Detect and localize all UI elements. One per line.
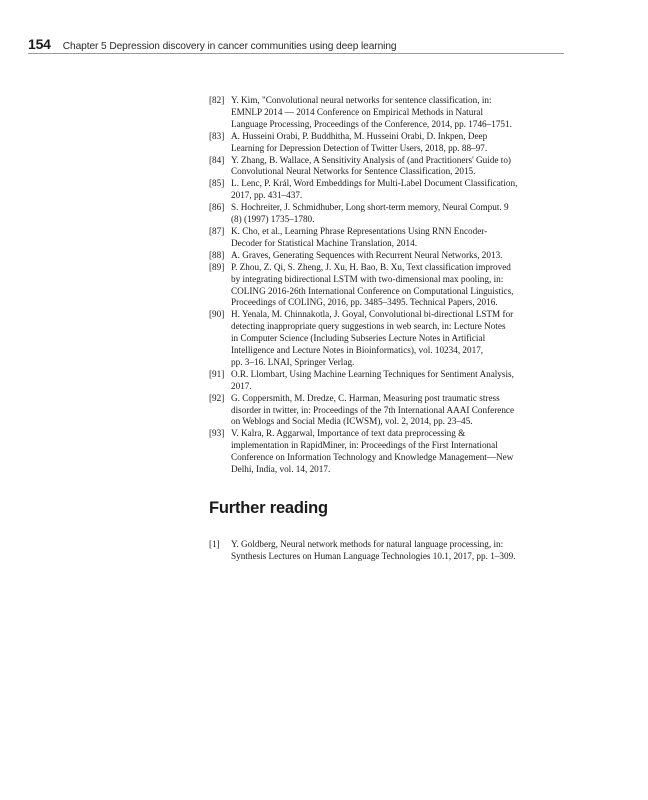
further-reading-list [209,539,569,563]
reference-text: P. Zhou, Z. Qi, S. Zheng, J. Xu, H. Bao, B. Xu, Text classification improved by integrating bidirectional LSTM with two-dimensional max pooling, in: COLING 2016-26th International Conference on Computational Linguistics, Proceedings of COLING, 2016, pp. 3485–3495. Technical Papers, 2016. [231,261,514,308]
reference-number: [88] [209,249,225,260]
reference-number: [1] [209,539,220,549]
further-reading-heading: Further reading [209,499,328,517]
reference-item [209,262,569,310]
reference-text: Y. Goldberg, Neural network methods for natural language processing, in: Synthesis Lectures on Human Language Technologies 10.1, 2017, pp. 1–309. [231,539,516,561]
reference-text: V. Kalra, R. Aggarwal, Importance of text data preprocessing & implementation in RapidMiner, in: Proceedings of the First International Conference on Information Technology and Knowledge Management—New Delhi, India, vol. 14, 2017. [231,428,514,475]
reference-item [209,226,569,250]
reference-item [209,428,569,476]
reference-text: A. Graves, Generating Sequences with Recurrent Neural Networks, 2013. [231,249,503,260]
reference-item [209,155,569,179]
reference-number: [82] [209,95,225,105]
reference-item [209,250,569,262]
further-reading-item [209,539,569,563]
reference-number: [83] [209,130,225,141]
reference-number: [84] [209,154,225,165]
page-number: 154 [28,36,51,52]
reference-number: [93] [209,428,225,439]
reference-item [209,178,569,202]
reference-item [209,393,569,429]
reference-text: H. Yenala, M. Chinnakotla, J. Goyal, Convolutional bi-directional LSTM for detecting inappropriate query suggestions in web search, in: Lecture Notes in Computer Science (Including Subseries Lecture Notes in Artificial Intelligence and Lecture Notes in Bioinformatics), vol. 10234, 2017, pp. 3–16. LNAI, Springer Verlag. [231,309,514,367]
reference-number: [92] [209,392,225,403]
header-rule [28,53,564,54]
reference-text: Y. Zhang, B. Wallace, A Sensitivity Analysis of (and Practitioners' Guide to) Convolutional Neural Networks for Sentence Classification, 2015. [231,154,511,177]
reference-list [209,95,569,476]
reference-number: [85] [209,178,225,189]
reference-item [209,309,569,369]
reference-item [209,369,569,393]
reference-item [209,202,569,226]
reference-text: A. Husseini Orabi, P. Buddhitha, M. Husseini Orabi, D. Inkpen, Deep Learning for Depression Detection of Twitter Users, 2018, pp. 88–97. [231,130,488,153]
reference-text: L. Lenc, P. Král, Word Embeddings for Multi-Label Document Classification, 2017, pp. 431–437. [231,178,518,201]
reference-text: G. Coppersmith, M. Dredze, C. Harman, Measuring post traumatic stress disorder in twitter, in: Proceedings of the 7th International AAAI Conference on Weblogs and Social Media (ICWSM), vol. 2, 2014, pp. 23–45. [231,392,515,427]
reference-text: O.R. Llombart, Using Machine Learning Techniques for Sentiment Analysis, 2017. [231,368,514,391]
reference-item [209,95,569,131]
reference-number: [86] [209,202,225,213]
reference-text: S. Hochreiter, J. Schmidhuber, Long short-term memory, Neural Comput. 9 (8) (1997) 1735–1780. [231,202,509,225]
chapter-title: Chapter 5 Depression discovery in cancer communities using deep learning [62,41,397,52]
reference-text: K. Cho, et al., Learning Phrase Representations Using RNN Encoder- Decoder for Statistical Machine Translation, 2014. [231,225,488,248]
reference-item [209,131,569,155]
running-head [28,36,564,54]
reference-text: Y. Kim, "Convolutional neural networks for sentence classification, in: EMNLP 2014 — 2014 Conference on Empirical Methods in Natural Language Processing, Proceedings of the Conference, 2014, pp. 1746–1751. [231,95,512,129]
reference-number: [87] [209,225,225,236]
reference-number: [91] [209,368,225,379]
reference-number: [90] [209,309,225,320]
reference-number: [89] [209,261,225,272]
